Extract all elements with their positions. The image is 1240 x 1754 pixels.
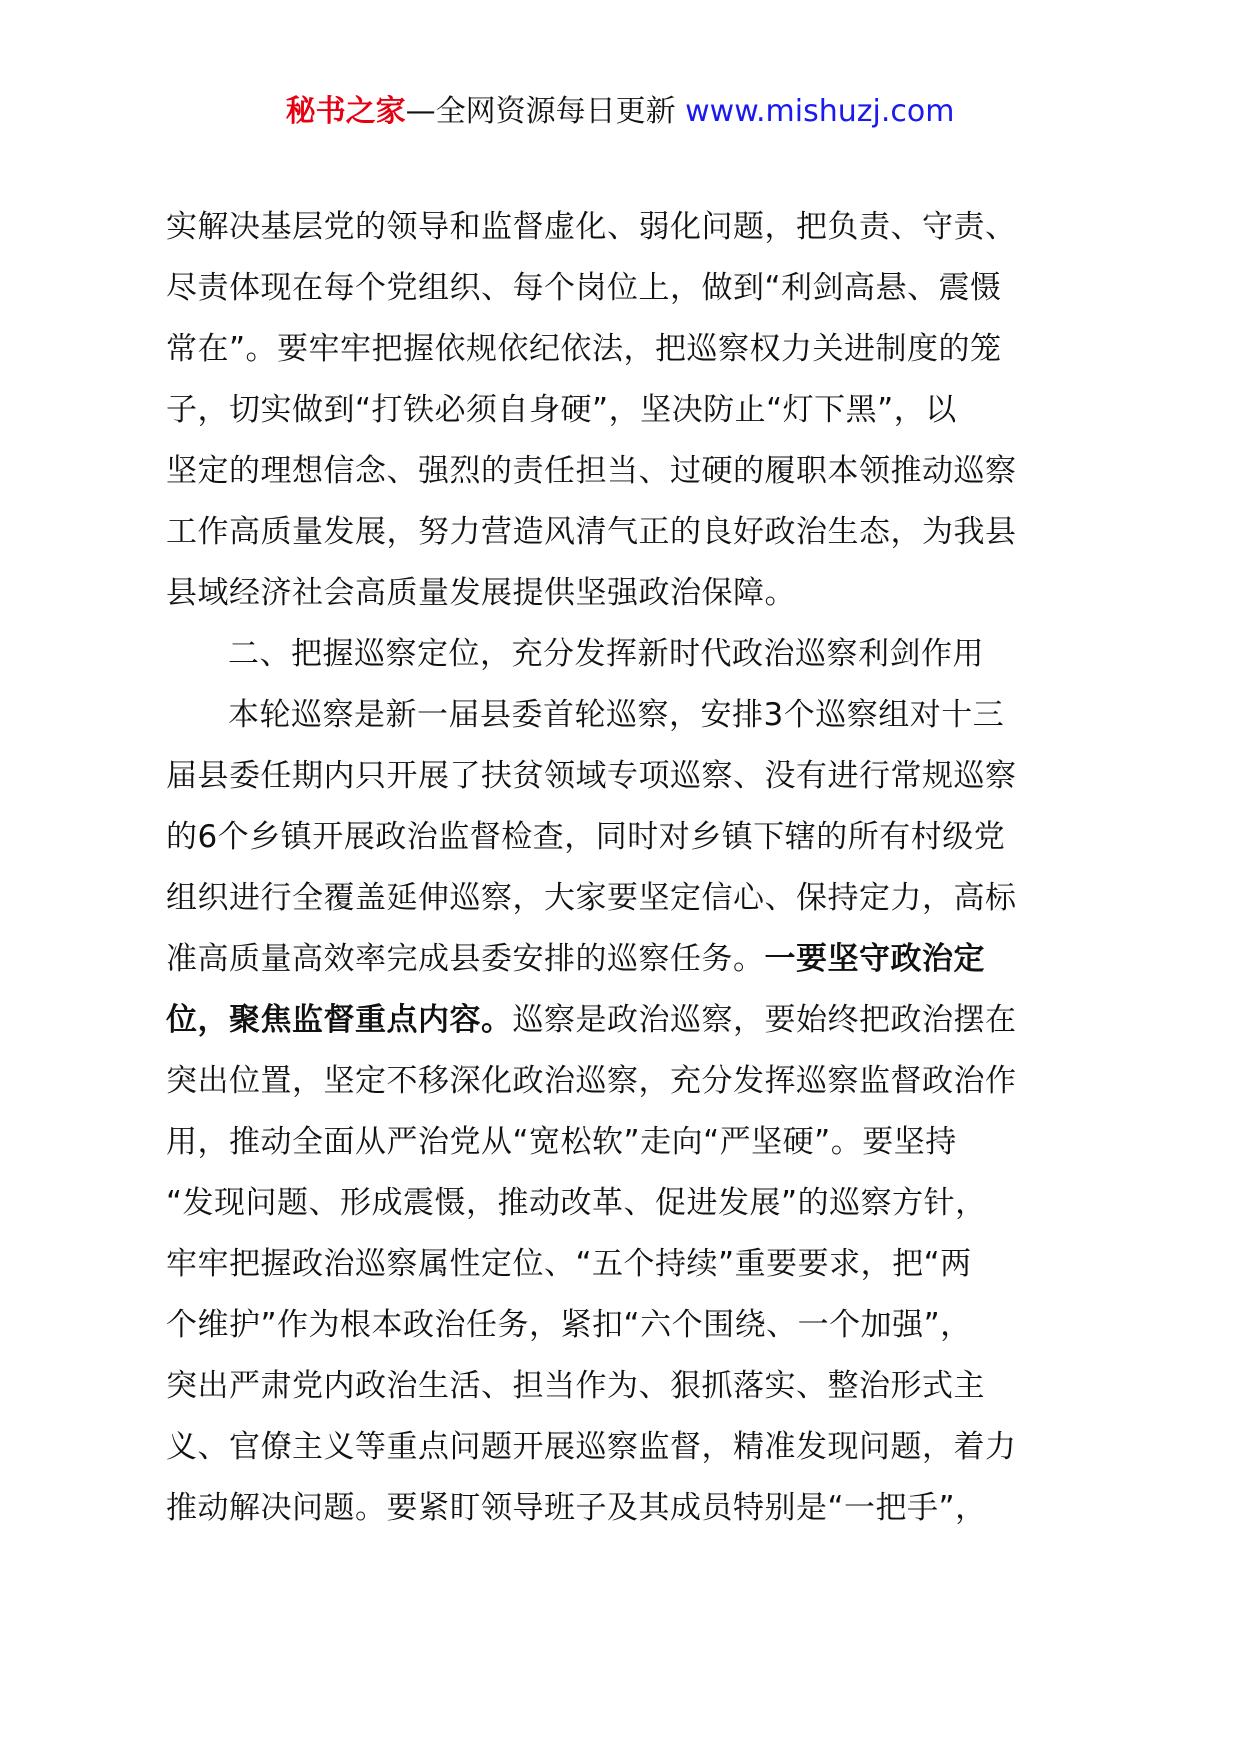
text-line: 组织进行全覆盖延伸巡察，大家要坚定信心、保持定力，高标: [166, 880, 1017, 916]
document-body: [166, 197, 1086, 1539]
text-line: 牢牢把握政治巡察属性定位、“五个持续”重要要求，把“两: [166, 1246, 972, 1282]
section-heading: 二、把握巡察定位，充分发挥新时代政治巡察利剑作用: [228, 636, 984, 672]
text-line: “发现问题、形成震慑，推动改革、促进发展”的巡察方针，: [166, 1185, 987, 1221]
text-line: 尽责体现在每个党组织、每个岗位上，做到“利剑高悬、震慑: [166, 270, 1002, 306]
paragraph-first-line: 本轮巡察是新一届县委首轮巡察，安排3个巡察组对十三: [228, 697, 1005, 733]
text-line: 位，聚焦监督重点内容。巡察是政治巡察，要始终把政治摆在: [166, 1002, 1017, 1038]
site-tagline: —全网资源每日更新: [405, 94, 686, 129]
text-line: 用，推动全面从严治党从“宽松软”走向“严坚硬”。要坚持: [166, 1124, 957, 1160]
text-line: 实解决基层党的领导和监督虚化、弱化问题，把负责、守责、: [166, 209, 1017, 245]
bold-point-heading: 位，聚焦监督重点内容。: [166, 1002, 513, 1038]
text-line: 突出位置，坚定不移深化政治巡察，充分发挥巡察监督政治作: [166, 1063, 1017, 1099]
text-line: 个维护”作为根本政治任务，紧扣“六个围绕、一个加强”，: [166, 1307, 972, 1343]
site-header: [0, 92, 1240, 132]
bold-point-heading: 一要坚守政治定: [764, 941, 985, 977]
text-line: 的6个乡镇开展政治监督检查，同时对乡镇下辖的所有村级党: [166, 819, 1006, 855]
text-line: 突出严肃党内政治生活、担当作为、狠抓落实、整治形式主: [166, 1368, 985, 1404]
text-line: 县域经济社会高质量发展提供坚强政治保障。: [166, 575, 796, 611]
text-line: 推动解决问题。要紧盯领导班子及其成员特别是“一把手”，: [166, 1490, 987, 1526]
text-line: 届县委任期内只开展了扶贫领域专项巡察、没有进行常规巡察: [166, 758, 1017, 794]
text-line: 义、官僚主义等重点问题开展巡察监督，精准发现问题，着力: [166, 1429, 1017, 1465]
text-line: 常在”。要牢牢把握依规依纪依法，把巡察权力关进制度的笼: [166, 331, 1002, 367]
site-brand: 秘书之家: [285, 94, 406, 129]
text-line: 工作高质量发展，努力营造风清气正的良好政治生态，为我县: [166, 514, 1017, 550]
text-line: 准高质量高效率完成县委安排的巡察任务。一要坚守政治定: [166, 941, 985, 977]
site-url-link[interactable]: www.mishuzj.com: [685, 94, 955, 129]
text-line: 子，切实做到“打铁必须自身硬”，坚决防止“灯下黑”，以: [166, 392, 957, 428]
text-line: 坚定的理想信念、强烈的责任担当、过硬的履职本领推动巡察: [166, 453, 1017, 489]
